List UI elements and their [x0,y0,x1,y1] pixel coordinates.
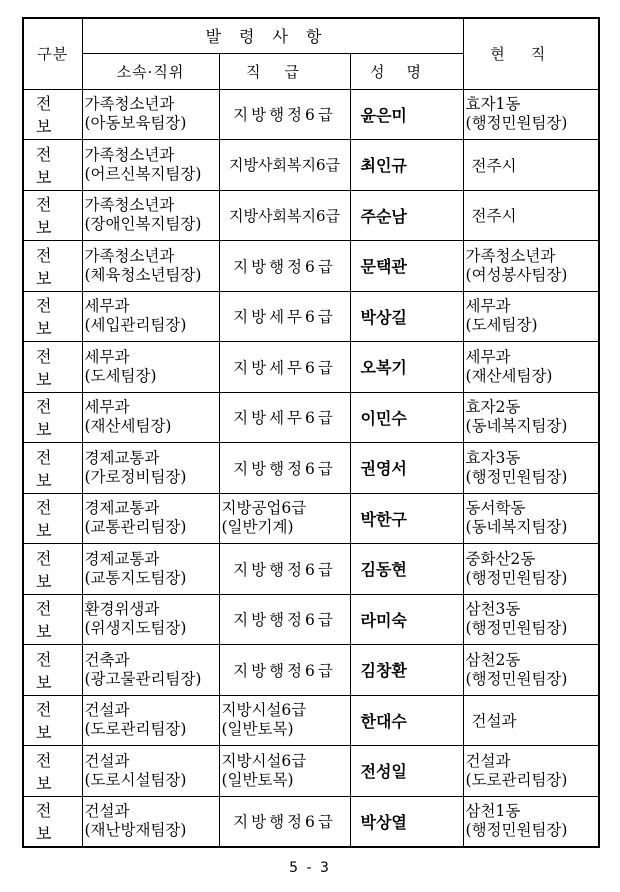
name-cell: 오복기 [350,342,463,393]
grade-detail-line: (일반토목) [221,720,294,739]
header-affiliation: 소속·직위 [82,53,219,89]
gubun-cell: 전보 [23,493,82,544]
affiliation-cell [82,493,219,544]
table-row [23,746,599,797]
current-line: 세무과 [465,297,511,316]
current-cell [463,645,599,696]
current-detail-line: (여성봉사팀장) [465,265,568,284]
affiliation-cell [82,796,219,847]
affiliation-cell [82,544,219,595]
gubun-cell: 전보 [23,190,82,241]
current-detail-line: (행정민원팀장) [465,114,568,133]
affiliation-cell [82,190,219,241]
current-cell [463,796,599,847]
current-line: 동서학동 [465,499,526,518]
table-row [23,594,599,645]
affiliation-position-line: (아동보육팀장) [84,114,187,133]
grade-cell: 지방행정6급 [219,89,350,140]
affiliation-line: 경제교통과 [84,549,160,568]
current-detail-line: (동네복지팀장) [465,417,568,436]
current-line: 삼천3동 [465,600,521,619]
affiliation-line: 건축과 [84,650,130,669]
affiliation-cell [82,645,219,696]
affiliation-position-line: (재산세팀장) [84,417,172,436]
header-grade: 직급 [219,53,350,89]
header-order-title: 발령사항 [82,18,463,53]
header-name: 성명 [350,53,463,89]
grade-cell: 지방사회복지6급 [219,190,350,241]
current-cell [463,342,599,393]
name-cell: 권영서 [350,443,463,494]
grade-cell: 지방행정6급 [219,594,350,645]
affiliation-cell [82,443,219,494]
name-cell: 전성일 [350,746,463,797]
grade-cell: 지방행정6급 [219,645,350,696]
affiliation-line: 가족청소년과 [84,196,175,215]
gubun-cell: 전보 [23,544,82,595]
gubun-cell: 전보 [23,746,82,797]
current-detail-line: (행정민원팀장) [465,619,568,638]
affiliation-cell [82,89,219,140]
table-row [23,89,599,140]
grade-line: 지방시설6급 [221,751,307,770]
gubun-cell: 전보 [23,645,82,696]
affiliation-cell [82,140,219,191]
grade-cell: 지방세무6급 [219,392,350,443]
grade-detail-line: (일반기계) [221,518,294,537]
affiliation-cell [82,746,219,797]
current-cell [463,443,599,494]
current-cell [463,392,599,443]
name-cell: 문택관 [350,241,463,292]
grade-cell: 지방행정6급 [219,796,350,847]
table-row [23,645,599,696]
current-cell [463,89,599,140]
affiliation-line: 세무과 [84,297,130,316]
affiliation-line: 건설과 [84,802,130,820]
grade-cell: 지방행정6급 [219,544,350,595]
page-number: 5 - 3 [289,860,331,876]
current-detail-line: (행정민원팀장) [465,669,568,688]
current-cell [463,493,599,544]
affiliation-cell [82,241,219,292]
gubun-cell: 전보 [23,796,82,847]
gubun-cell: 전보 [23,140,82,191]
grade-line: 지방공업6급 [221,499,307,518]
current-detail-line: (행정민원팀장) [465,467,568,486]
affiliation-line: 세무과 [84,347,130,366]
gubun-cell: 전보 [23,291,82,342]
affiliation-line: 경제교통과 [84,499,160,518]
affiliation-position-line: (교통지도팀장) [84,568,187,587]
gubun-cell: 전보 [23,594,82,645]
gubun-cell: 전보 [23,241,82,292]
gubun-cell: 전보 [23,695,82,746]
gubun-cell: 전보 [23,342,82,393]
affiliation-position-line: (도세팀장) [84,366,157,385]
table-row [23,796,599,847]
current-cell [463,746,599,797]
table-row [23,291,599,342]
current-line: 중화산2동 [465,549,536,568]
affiliation-line: 가족청소년과 [84,246,175,265]
affiliation-cell [82,342,219,393]
name-cell: 김창환 [350,645,463,696]
current-detail-line: (행정민원팀장) [465,821,568,839]
name-cell: 박한구 [350,493,463,544]
personnel-order-table [22,17,600,848]
current-cell [463,241,599,292]
current-cell: 전주시 [463,190,599,241]
grade-line: 지방시설6급 [221,701,307,720]
current-line: 효자1동 [465,95,521,114]
current-detail-line: (동네복지팀장) [465,518,568,537]
name-cell: 윤은미 [350,89,463,140]
affiliation-cell [82,392,219,443]
current-detail-line: (도세팀장) [465,316,538,335]
table-body [23,89,599,847]
grade-cell: 지방세무6급 [219,342,350,393]
affiliation-position-line: (세입관리팀장) [84,316,187,335]
current-detail-line: (행정민원팀장) [465,568,568,587]
grade-detail-line: (일반토목) [221,770,294,789]
name-cell: 이민수 [350,392,463,443]
grade-cell: 지방행정6급 [219,443,350,494]
name-cell: 박상길 [350,291,463,342]
current-cell [463,291,599,342]
affiliation-line: 세무과 [84,398,130,417]
grade-cell [219,493,350,544]
affiliation-cell [82,291,219,342]
name-cell: 한대수 [350,695,463,746]
affiliation-position-line: (교통관리팀장) [84,518,187,537]
current-detail-line: (재산세팀장) [465,366,553,385]
name-cell: 최인규 [350,140,463,191]
gubun-cell: 전보 [23,392,82,443]
affiliation-position-line: (광고물관리팀장) [84,669,202,688]
header-current: 현직 [463,18,599,89]
current-line: 가족청소년과 [465,246,556,265]
table-row [23,392,599,443]
affiliation-position-line: (체육청소년팀장) [84,265,202,284]
current-line: 효자2동 [465,398,521,417]
affiliation-line: 건설과 [84,751,130,770]
name-cell: 박상열 [350,796,463,847]
grade-cell: 지방행정6급 [219,241,350,292]
current-cell [463,544,599,595]
current-cell: 건설과 [463,695,599,746]
affiliation-line: 가족청소년과 [84,145,175,164]
current-cell: 전주시 [463,140,599,191]
affiliation-cell [82,695,219,746]
current-line: 삼천2동 [465,650,521,669]
affiliation-line: 가족청소년과 [84,95,175,114]
affiliation-line: 환경위생과 [84,600,160,619]
affiliation-line: 경제교통과 [84,448,160,467]
affiliation-position-line: (도로시설팀장) [84,770,187,789]
name-cell: 주순남 [350,190,463,241]
affiliation-line: 건설과 [84,701,130,720]
table-row [23,443,599,494]
table-row [23,241,599,292]
affiliation-position-line: (가로정비팀장) [84,467,187,486]
gubun-cell: 전보 [23,443,82,494]
grade-cell [219,695,350,746]
current-detail-line: (도로관리팀장) [465,770,568,789]
current-line: 삼천1동 [465,802,521,820]
affiliation-position-line: (위생지도팀장) [84,619,187,638]
name-cell: 김동현 [350,544,463,595]
affiliation-position-line: (도로관리팀장) [84,720,187,739]
table-row [23,190,599,241]
table-row [23,342,599,393]
table-row [23,140,599,191]
current-line: 효자3동 [465,448,521,467]
affiliation-position-line: (장애인복지팀장) [84,215,202,234]
table-row [23,544,599,595]
affiliation-cell [82,594,219,645]
gubun-cell: 전보 [23,89,82,140]
grade-cell: 지방사회복지6급 [219,140,350,191]
header-gubun: 구분 [23,18,82,89]
table-row [23,493,599,544]
grade-cell: 지방세무6급 [219,291,350,342]
current-line: 세무과 [465,347,511,366]
current-line: 건설과 [465,751,511,770]
name-cell: 라미숙 [350,594,463,645]
table-row [23,695,599,746]
grade-cell [219,746,350,797]
current-cell [463,594,599,645]
affiliation-position-line: (어르신복지팀장) [84,164,202,183]
affiliation-position-line: (재난방재팀장) [84,821,187,839]
